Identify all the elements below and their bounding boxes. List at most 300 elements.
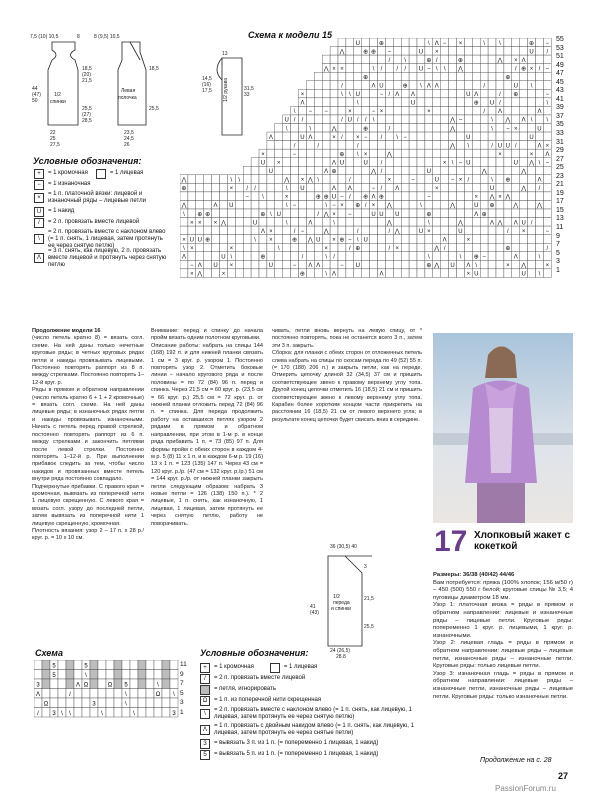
chart-symbol: ⊕ — [363, 126, 369, 133]
chart-symbol: × — [324, 245, 328, 252]
chart-cell — [314, 106, 322, 115]
chart-symbol: U — [505, 143, 511, 150]
chart-cell — [425, 200, 433, 209]
chart-cell — [472, 149, 480, 158]
chart-cell — [267, 192, 275, 201]
schema-title: Схема к модели 15 — [248, 30, 332, 40]
chart-cell — [401, 47, 409, 56]
chart-cell — [251, 166, 259, 175]
chart-cell — [196, 200, 204, 209]
chart-cell — [488, 81, 496, 90]
chart-cell — [180, 218, 188, 227]
chart-cell — [449, 183, 457, 192]
chart-symbol: ⊕ — [363, 194, 369, 201]
chart-cell — [409, 72, 417, 81]
chart-cell — [220, 235, 228, 244]
chart-cell — [322, 89, 330, 98]
chart-symbol: − — [292, 203, 297, 210]
chart-cell — [306, 226, 314, 235]
chart-cell — [543, 166, 551, 175]
chart-symbol: ⊕ — [505, 74, 511, 81]
chart-cell — [162, 670, 170, 680]
chart-cell — [251, 158, 259, 167]
chart-cell — [441, 200, 449, 209]
chart-cell — [275, 149, 283, 158]
chart-cell — [330, 47, 338, 56]
materials: Вам потребуется: пряжа (100% хлопок; 156 м/50 г) – 450 (500) 550 г белой; круговые спицы № 3,5; 4 пуговицы диаметром 18 мм. — [433, 579, 573, 601]
chart-cell — [267, 269, 275, 278]
chart-cell — [314, 115, 322, 124]
chart-cell — [449, 269, 457, 278]
chart-cell — [338, 226, 346, 235]
chart-cell — [330, 55, 338, 64]
chart-cell — [520, 89, 528, 98]
chart-symbol: U — [213, 263, 218, 270]
chart-symbol: ⊕ — [481, 211, 487, 218]
chart-cell — [536, 38, 544, 47]
chart-cell — [528, 183, 536, 192]
chart-symbol: U — [434, 177, 439, 184]
chart-cell — [417, 235, 425, 244]
chart-cell — [314, 124, 322, 133]
text-column-3 — [272, 328, 422, 424]
chart-symbol: × — [340, 203, 344, 210]
chart-symbol: × — [379, 109, 384, 116]
chart-cell — [536, 98, 544, 107]
chart-symbol: × — [269, 237, 273, 244]
chart-cell — [520, 124, 528, 133]
chart-symbol: ⋀ — [197, 271, 203, 278]
chart-cell — [425, 183, 433, 192]
chart-cell — [457, 209, 465, 218]
chart-cell — [457, 81, 465, 90]
chart-cell — [299, 149, 307, 158]
chart-cell — [393, 115, 401, 124]
chart-cell — [464, 243, 472, 252]
chart-cell — [90, 689, 98, 699]
chart-cell — [338, 55, 346, 64]
chart-symbol: / — [293, 143, 296, 150]
chart-cell — [393, 47, 401, 56]
chart-symbol: × — [466, 271, 471, 278]
chart-cell — [235, 183, 243, 192]
chart-cell — [480, 183, 488, 192]
chart-cell — [275, 132, 283, 141]
chart-cell — [370, 55, 378, 64]
chart-symbol: ⊕ — [363, 74, 369, 81]
chart-cell — [409, 243, 417, 252]
chart-symbol: × — [427, 228, 431, 235]
chart-cell — [417, 158, 425, 167]
chart-cell — [536, 149, 544, 158]
chart-symbol: 3 — [172, 711, 176, 717]
chart-cell — [464, 218, 472, 227]
edge-stitch-symbol: + — [200, 663, 210, 673]
chart-symbol: U — [229, 203, 234, 210]
chart-cell — [259, 269, 267, 278]
twisted-symbol: Ω — [200, 696, 210, 706]
pattern-diagram-back-front — [30, 30, 180, 150]
chart-cell — [496, 81, 504, 90]
chart-cell — [528, 72, 536, 81]
chart-cell — [322, 183, 330, 192]
chart-symbol: U — [513, 160, 518, 167]
chart-symbol: / — [443, 245, 446, 252]
chart-symbol: ⋀ — [497, 220, 503, 227]
svg-text:26: 26 — [124, 142, 130, 148]
chart-cell — [362, 55, 370, 64]
svg-text:(20): (20) — [82, 72, 91, 78]
chart-cell — [275, 269, 283, 278]
chart-cell — [488, 132, 496, 141]
chart-cell — [275, 218, 283, 227]
chart-cell — [338, 106, 346, 115]
chart-cell — [393, 38, 401, 47]
chart-cell — [306, 81, 314, 90]
chart-symbol: × — [395, 245, 400, 252]
chart-symbol: × — [529, 151, 534, 158]
chart-symbol: ⋀ — [505, 117, 511, 124]
chart-cell — [330, 81, 338, 90]
chart-cell — [220, 260, 228, 269]
chart-cell — [528, 200, 536, 209]
chart-cell — [449, 81, 457, 90]
chart-cell — [504, 64, 512, 73]
chart-cell — [528, 55, 536, 64]
chart-cell — [543, 72, 551, 81]
chart-symbol: Λ — [75, 682, 81, 689]
chart-cell — [243, 226, 251, 235]
chart-cell — [291, 183, 299, 192]
chart-cell — [520, 200, 528, 209]
chart-cell — [504, 269, 512, 278]
row-number: 13 — [556, 215, 564, 223]
chart-cell — [267, 252, 275, 261]
chart-cell — [512, 192, 520, 201]
chart-cell — [496, 115, 504, 124]
chart-cell — [370, 218, 378, 227]
chart-symbol: ⋀ — [386, 203, 392, 210]
chart-cell — [196, 183, 204, 192]
chart-symbol: × — [442, 160, 447, 167]
ssk-symbol: \ — [34, 234, 44, 244]
chart-cell — [512, 183, 520, 192]
chart-cell — [504, 235, 512, 244]
chart-symbol: × — [529, 66, 534, 73]
chart-symbol: − — [340, 194, 344, 201]
chart-symbol: \ — [435, 66, 438, 73]
chart-cell — [170, 670, 178, 680]
chart-symbol: / — [37, 711, 39, 717]
chart-cell — [283, 226, 291, 235]
row-number: 21 — [556, 181, 564, 189]
chart-cell — [204, 269, 212, 278]
chart-cell — [354, 64, 362, 73]
svg-text:25,5: 25,5 — [82, 106, 92, 112]
chart-cell — [401, 226, 409, 235]
chart-cell — [464, 252, 472, 261]
chart-symbol: / — [546, 245, 549, 252]
chart-cell — [306, 269, 314, 278]
chart-cell — [520, 235, 528, 244]
chart-cell — [425, 269, 433, 278]
legend-item: = 1 лицевая — [109, 170, 144, 176]
chart-cell — [393, 260, 401, 269]
chart-cell — [401, 243, 409, 252]
chart-symbol: Λ — [474, 92, 479, 99]
chart-cell — [322, 132, 330, 141]
chart-cell — [393, 192, 401, 201]
svg-text:1/2 рукава: 1/2 рукава — [223, 77, 229, 102]
chart-cell — [520, 141, 528, 150]
chart-cell — [378, 72, 386, 81]
chart-cell — [417, 115, 425, 124]
chart-symbol: / — [499, 92, 501, 99]
chart-symbol: ⊕ — [473, 254, 479, 261]
chart-cell — [330, 226, 338, 235]
chart-cell — [188, 192, 196, 201]
chart-cell — [417, 72, 425, 81]
chart-symbol: × — [229, 245, 234, 252]
chart-symbol: Λ — [521, 117, 526, 124]
chart-cell — [146, 698, 154, 708]
chart-cell — [362, 269, 370, 278]
chart-cell — [401, 124, 409, 133]
chart-cell — [42, 660, 50, 670]
chart-cell — [354, 183, 362, 192]
chart-cell — [385, 81, 393, 90]
chart-cell — [306, 149, 314, 158]
chart-cell — [393, 149, 401, 158]
chart-symbol: U — [537, 126, 542, 133]
chart-symbol: \ — [270, 211, 272, 218]
svg-text:28,5: 28,5 — [82, 118, 92, 124]
chart-symbol: \ — [230, 177, 233, 184]
chart-symbol: / — [341, 83, 343, 90]
chart-cell — [488, 38, 496, 47]
chart-cell — [114, 708, 122, 718]
chart-cell — [401, 192, 409, 201]
chart-cell — [464, 55, 472, 64]
chart-cell — [58, 660, 66, 670]
row-number: 7 — [556, 241, 560, 249]
chart-cell — [536, 209, 544, 218]
chart-cell — [433, 218, 441, 227]
chart-cell — [512, 243, 520, 252]
chart-cell — [496, 269, 504, 278]
row-number: 3 — [556, 258, 560, 266]
chart-cell — [212, 235, 220, 244]
chart-cell — [441, 55, 449, 64]
chart-cell — [314, 89, 322, 98]
chart-cell — [212, 269, 220, 278]
chart-cell — [243, 269, 251, 278]
chart-symbol: / — [388, 126, 391, 133]
chart-cell — [488, 106, 496, 115]
chart-cell — [275, 192, 283, 201]
chart-symbol: / — [69, 692, 71, 698]
chart-cell — [472, 158, 480, 167]
chart-cell — [362, 183, 370, 192]
chart-symbol: U — [300, 186, 305, 193]
chart-symbol: ⊕ — [355, 203, 361, 210]
chart-cell — [98, 670, 106, 680]
svg-text:22: 22 — [50, 130, 56, 136]
chart-cell — [188, 183, 196, 192]
chart-cell — [417, 106, 425, 115]
svg-text:3: 3 — [364, 564, 367, 570]
chart-cell — [512, 260, 520, 269]
legend-item: = 1 накид — [48, 208, 75, 214]
chart-symbol: / — [317, 211, 320, 218]
chart-symbol: ⊕ — [323, 194, 329, 201]
chart-cell — [259, 166, 267, 175]
chart-symbol: ⊕ — [363, 49, 369, 56]
chart-symbol: Λ — [395, 92, 400, 99]
chart-cell — [480, 200, 488, 209]
chart-cell — [496, 124, 504, 133]
chart-cell — [417, 38, 425, 47]
chart-cell — [401, 166, 409, 175]
chart-cell — [449, 72, 457, 81]
chart-cell — [496, 64, 504, 73]
chart-cell — [385, 183, 393, 192]
chart-symbol: × — [332, 134, 336, 141]
chart-symbol: ⋀ — [339, 49, 345, 56]
chart-symbol: − — [324, 109, 328, 116]
chart-cell — [291, 192, 299, 201]
chart-cell — [441, 89, 449, 98]
legend-item: = петля, игнорировать — [214, 686, 277, 692]
chart-cell — [338, 252, 346, 261]
chart-symbol: \ — [285, 186, 288, 193]
chart-symbol: Λ — [497, 109, 502, 116]
chart-cell — [385, 269, 393, 278]
chart-cell — [362, 175, 370, 184]
chart-symbol: ⋀ — [220, 220, 226, 227]
chart-cell — [154, 708, 162, 718]
chart-cell — [196, 252, 204, 261]
chart-cell — [362, 252, 370, 261]
chart-cell — [385, 106, 393, 115]
chart-cell — [235, 226, 243, 235]
chart-cell — [393, 81, 401, 90]
chart-cell — [488, 226, 496, 235]
chart-cell — [362, 209, 370, 218]
chart-cell — [409, 38, 417, 47]
chart-symbol: × — [190, 245, 194, 252]
chart-cell — [346, 252, 354, 261]
chart-symbol: − — [308, 109, 313, 116]
chart-symbol: ⋀ — [386, 220, 392, 227]
paragraph: чивать, петли вновь вернуть на левую спицу, от * постоянно повторять, пока не останется всего 3 п., затем эти 3 п. закрыть. — [272, 328, 422, 349]
row-number: 25 — [556, 164, 564, 172]
chart-symbol: 5 — [52, 663, 56, 670]
chart-cell — [433, 72, 441, 81]
chart-cell — [362, 64, 370, 73]
chart-symbol: Λ — [466, 263, 471, 270]
chart-cell — [212, 183, 220, 192]
chart-symbol: Λ — [316, 263, 321, 270]
chart-cell — [409, 183, 417, 192]
chart-symbol: Λ — [308, 220, 313, 227]
chart-symbol: \ — [183, 245, 185, 252]
chart-cell — [227, 209, 235, 218]
chart-symbol: − — [371, 186, 376, 193]
chart-symbol: \ — [538, 271, 541, 278]
row-number: 11 — [180, 661, 187, 668]
chart-symbol: ⋀ — [323, 66, 329, 73]
row-number: 29 — [556, 147, 564, 155]
chart-cell — [370, 149, 378, 158]
chart-cell — [188, 252, 196, 261]
chart-cell — [354, 192, 362, 201]
chart-symbol: − — [450, 177, 455, 184]
chart-cell — [322, 72, 330, 81]
chart-symbol: ⋀ — [434, 263, 440, 270]
chart-cell — [322, 55, 330, 64]
chart-cell — [362, 81, 370, 90]
chart-cell — [472, 81, 480, 90]
chart-cell — [370, 243, 378, 252]
chart-cell — [457, 243, 465, 252]
legend-item: = 2 п. провязать вместе лицевой — [48, 219, 140, 225]
chart-cell — [480, 115, 488, 124]
chart-cell — [464, 166, 472, 175]
chart-cell — [401, 115, 409, 124]
chart-cell — [146, 679, 154, 689]
chart-cell — [543, 124, 551, 133]
chart-symbol: U — [197, 237, 202, 244]
svg-text:24 (26,5): 24 (26,5) — [330, 648, 351, 654]
chart-cell — [283, 260, 291, 269]
chart-cell — [188, 175, 196, 184]
chart-cell — [338, 243, 346, 252]
chart-cell — [385, 141, 393, 150]
chart-cell — [74, 698, 82, 708]
legend-item: = 1 п. из поперечной нити скрещенная — [214, 697, 322, 703]
chart-symbol: − — [348, 237, 352, 244]
chart-cell — [314, 218, 322, 227]
svg-text:18,5: 18,5 — [149, 66, 159, 72]
chart-symbol: \ — [356, 237, 359, 244]
chart-cell — [235, 269, 243, 278]
chart-symbol: − — [545, 160, 550, 167]
chart-cell — [417, 183, 425, 192]
chart-cell — [204, 183, 212, 192]
chart-symbol: \ — [183, 211, 185, 218]
chart-cell — [480, 260, 488, 269]
chart-cell — [306, 141, 314, 150]
chart-symbol: \ — [325, 271, 327, 278]
chart-cell — [138, 660, 146, 670]
chart-cell — [204, 252, 212, 261]
chart-cell — [425, 141, 433, 150]
chart-symbol: × — [498, 194, 502, 201]
chart-symbol: \ — [349, 92, 351, 99]
chart-cell — [314, 166, 322, 175]
chart-symbol: U — [474, 271, 479, 278]
chart-symbol: 3 — [36, 682, 40, 689]
chart-cell — [370, 226, 378, 235]
chart-cell — [543, 209, 551, 218]
chart-cell — [385, 260, 393, 269]
chart-symbol: \ — [173, 692, 175, 698]
chart-symbol: U — [355, 40, 360, 47]
chart-cell — [98, 689, 106, 699]
chart-symbol: Λ — [308, 263, 313, 270]
chart-cell — [417, 175, 425, 184]
